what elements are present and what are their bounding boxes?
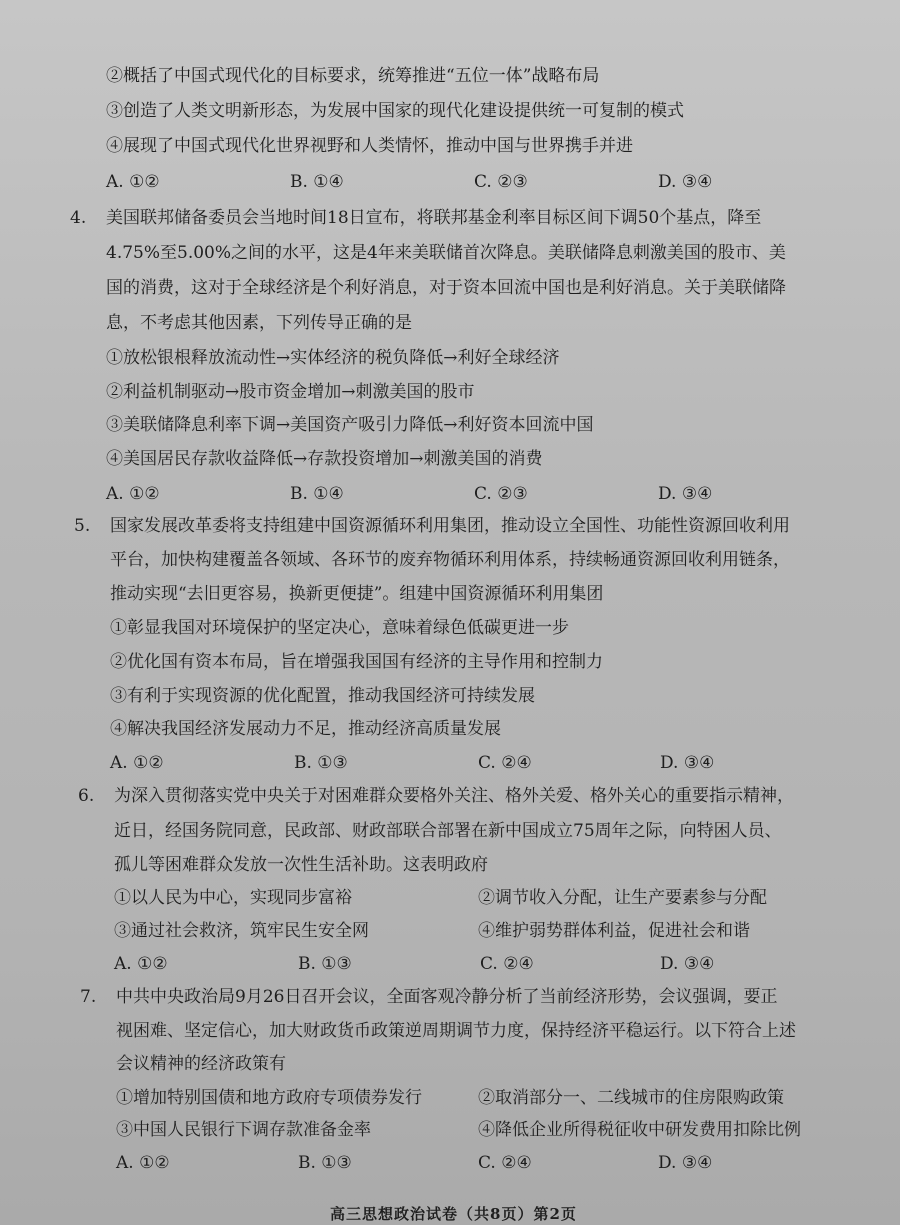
q3-choice-d[interactable]: D. ③④	[658, 172, 713, 192]
q3-choice-c[interactable]: C. ②③	[474, 172, 528, 192]
q5-choice-a[interactable]: A. ①②	[110, 753, 164, 773]
q3-option-2: ②概括了中国式现代化的目标要求，统筹推进“五位一体”战略布局	[106, 66, 600, 86]
q7-option-4: ④降低企业所得税征收中研发费用扣除比例	[478, 1120, 801, 1140]
q3-option-4: ④展现了中国式现代化世界视野和人类情怀，推动中国与世界携手并进	[106, 136, 633, 156]
q4-choice-a[interactable]: A. ①②	[106, 484, 160, 504]
q4-stem-line: 美国联邦储备委员会当地时间18日宣布，将联邦基金利率目标区间下调50个基点，降至	[106, 208, 762, 228]
q7-stem-line: 会议精神的经济政策有	[116, 1054, 286, 1074]
q7-choice-a[interactable]: A. ①②	[116, 1153, 170, 1173]
q4-option-3: ③美联储降息利率下调→美国资产吸引力降低→利好资本回流中国	[106, 415, 594, 435]
q4-stem-line: 国的消费，这对于全球经济是个利好消息，对于资本回流中国也是利好消息。关于美联储降	[106, 278, 786, 298]
q7-stem-line: 视困难、坚定信心，加大财政货币政策逆周期调节力度，保持经济平稳运行。以下符合上述	[116, 1021, 796, 1041]
q5-option-4: ④解决我国经济发展动力不足，推动经济高质量发展	[110, 719, 501, 739]
q4-option-2: ②利益机制驱动→股市资金增加→刺激美国的股市	[106, 382, 475, 402]
q6-option-2: ②调节收入分配，让生产要素参与分配	[478, 888, 767, 908]
q7-option-2: ②取消部分一、二线城市的住房限购政策	[478, 1088, 784, 1108]
q5-choice-b[interactable]: B. ①③	[294, 753, 348, 773]
q4-stem-line: 息，不考虑其他因素，下列传导正确的是	[106, 313, 412, 333]
q5-choice-c[interactable]: C. ②④	[478, 753, 532, 773]
q5-choice-d[interactable]: D. ③④	[660, 753, 715, 773]
q6-choice-a[interactable]: A. ①②	[114, 954, 168, 974]
q4-stem-line: 4.75%至5.00%之间的水平，这是4年来美联储首次降息。美联储降息刺激美国的股市、美	[106, 243, 786, 263]
q5-stem-line: 平台，加快构建覆盖各领域、各环节的废弃物循环利用体系，持续畅通资源回收利用链条，	[110, 550, 790, 570]
q7-option-3: ③中国人民银行下调存款准备金率	[116, 1120, 371, 1140]
q6-stem-line: 为深入贯彻落实党中央关于对困难群众要格外关注、格外关爱、格外关心的重要指示精神，	[114, 786, 794, 806]
q5-option-1: ①彰显我国对环境保护的坚定决心，意味着绿色低碳更进一步	[110, 618, 569, 638]
q5-number: 5.	[74, 516, 91, 536]
q6-choice-c[interactable]: C. ②④	[480, 954, 534, 974]
q7-option-1: ①增加特别国债和地方政府专项债券发行	[116, 1088, 422, 1108]
q7-choice-b[interactable]: B. ①③	[298, 1153, 352, 1173]
q6-option-4: ④维护弱势群体利益，促进社会和谐	[478, 921, 750, 941]
q5-option-3: ③有利于实现资源的优化配置，推动我国经济可持续发展	[110, 686, 535, 706]
q7-choice-d[interactable]: D. ③④	[658, 1153, 713, 1173]
q6-number: 6.	[78, 786, 95, 806]
q5-stem-line: 推动实现“去旧更容易，换新更便捷”。组建中国资源循环利用集团	[110, 584, 604, 604]
q3-option-3: ③创造了人类文明新形态，为发展中国家的现代化建设提供统一可复制的模式	[106, 101, 684, 121]
q7-number: 7.	[80, 987, 97, 1007]
q6-option-1: ①以人民为中心，实现同步富裕	[114, 888, 352, 908]
q6-stem-line: 近日，经国务院同意，民政部、财政部联合部署在新中国成立75周年之际，向特困人员、	[114, 821, 782, 841]
q4-choice-b[interactable]: B. ①④	[290, 484, 344, 504]
q6-choice-b[interactable]: B. ①③	[298, 954, 352, 974]
q4-choice-d[interactable]: D. ③④	[658, 484, 713, 504]
q4-number: 4.	[70, 208, 87, 228]
q7-choice-c[interactable]: C. ②④	[478, 1153, 532, 1173]
q6-choice-d[interactable]: D. ③④	[660, 954, 715, 974]
q6-stem-line: 孤儿等困难群众发放一次性生活补助。这表明政府	[114, 855, 488, 875]
q3-choice-b[interactable]: B. ①④	[290, 172, 344, 192]
q4-option-4: ④美国居民存款收益降低→存款投资增加→刺激美国的消费	[106, 449, 543, 469]
q3-choice-a[interactable]: A. ①②	[106, 172, 160, 192]
q5-stem-line: 国家发展改革委将支持组建中国资源循环利用集团，推动设立全国性、功能性资源回收利用	[110, 516, 790, 536]
q6-option-3: ③通过社会救济，筑牢民生安全网	[114, 921, 369, 941]
q5-option-2: ②优化国有资本布局，旨在增强我国国有经济的主导作用和控制力	[110, 652, 603, 672]
q7-stem-line: 中共中央政治局9月26日召开会议，全面客观冷静分析了当前经济形势，会议强调，要正	[116, 987, 778, 1007]
page-footer: 高三思想政治试卷（共8页）第2页	[330, 1205, 577, 1223]
q4-option-1: ①放松银根释放流动性→实体经济的税负降低→利好全球经济	[106, 348, 560, 368]
q4-choice-c[interactable]: C. ②③	[474, 484, 528, 504]
